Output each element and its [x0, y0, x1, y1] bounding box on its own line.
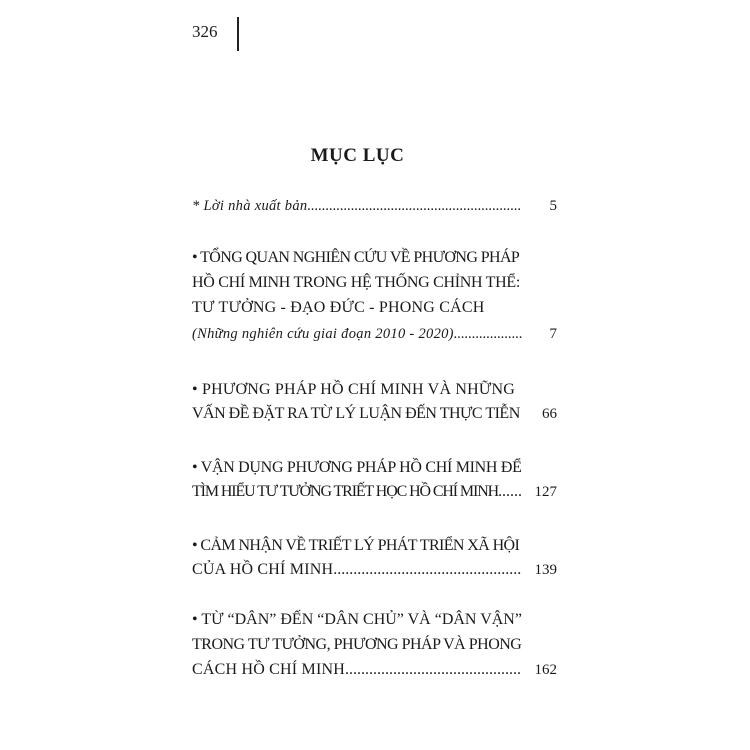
toc-entry-line[interactable] [192, 297, 522, 319]
toc-entry-line[interactable] [192, 323, 522, 345]
entry-text: TÌM HIỂU TƯ TƯỞNG TRIẾT HỌC HỒ CHÍ MINH [192, 483, 499, 500]
entry-text: CÁCH HỒ CHÍ MINH [192, 661, 345, 678]
entry-page: 139 [534, 562, 557, 578]
page-number: 326 [192, 22, 218, 41]
dot-leader [498, 481, 522, 503]
entry-text: • TỪ “DÂN” ĐẾN “DÂN CHỦ” VÀ “DÂN VẬN” [192, 611, 522, 628]
toc-entry-foreword[interactable] [192, 195, 522, 217]
entry-page: 5 [549, 198, 557, 214]
entry-page: 7 [549, 326, 557, 342]
entry-text: HỒ CHÍ MINH TRONG HỆ THỐNG CHỈNH THỂ: [192, 274, 521, 291]
toc-title: MỤC LỤC [310, 145, 405, 166]
toc-entry-line[interactable] [192, 272, 522, 294]
entry-text: VẤN ĐỀ ĐẶT RA TỪ LÝ LUẬN ĐẾN THỰC TIỄN [192, 405, 520, 422]
toc-entry-line[interactable] [192, 659, 522, 681]
toc-entry-line[interactable] [192, 379, 522, 401]
toc-entry-line[interactable] [192, 247, 522, 269]
entry-text: • TỔNG QUAN NGHIÊN CỨU VỀ PHƯƠNG PHÁP [192, 249, 520, 266]
toc-entry-line[interactable] [192, 535, 522, 557]
toc-entry-line[interactable] [192, 559, 522, 581]
dot-leader [454, 323, 522, 345]
toc-entry-line[interactable] [192, 481, 522, 503]
entry-text: • VẬN DỤNG PHƯƠNG PHÁP HỒ CHÍ MINH ĐỂ [192, 459, 522, 476]
toc-entry-line[interactable] [192, 403, 522, 425]
toc-entry-line[interactable] [192, 609, 522, 631]
entry-text: TƯ TƯỞNG - ĐẠO ĐỨC - PHONG CÁCH [192, 299, 485, 316]
entry-text: (Những nghiên cứu giai đoạn 2010 - 2020) [192, 326, 454, 342]
entry-text: • CẢM NHẬN VỀ TRIẾT LÝ PHÁT TRIỂN XÃ HỘI [192, 537, 520, 554]
entry-text: CỦA HỒ CHÍ MINH [192, 561, 334, 578]
entry-page: 127 [534, 484, 557, 500]
header-divider [237, 17, 239, 51]
entry-page: 66 [542, 406, 557, 422]
entry-page: 162 [534, 662, 557, 678]
entry-text: TRONG TƯ TƯỞNG, PHƯƠNG PHÁP VÀ PHONG [192, 636, 522, 653]
toc-entry-line[interactable] [192, 634, 522, 656]
dot-leader [333, 559, 522, 581]
dot-leader [307, 195, 522, 217]
dot-leader [345, 659, 522, 681]
entry-text: * Lời nhà xuất bản [192, 198, 308, 214]
entry-text: • PHƯƠNG PHÁP HỒ CHÍ MINH VÀ NHỮNG [192, 381, 516, 398]
toc-entry-line[interactable] [192, 457, 522, 479]
